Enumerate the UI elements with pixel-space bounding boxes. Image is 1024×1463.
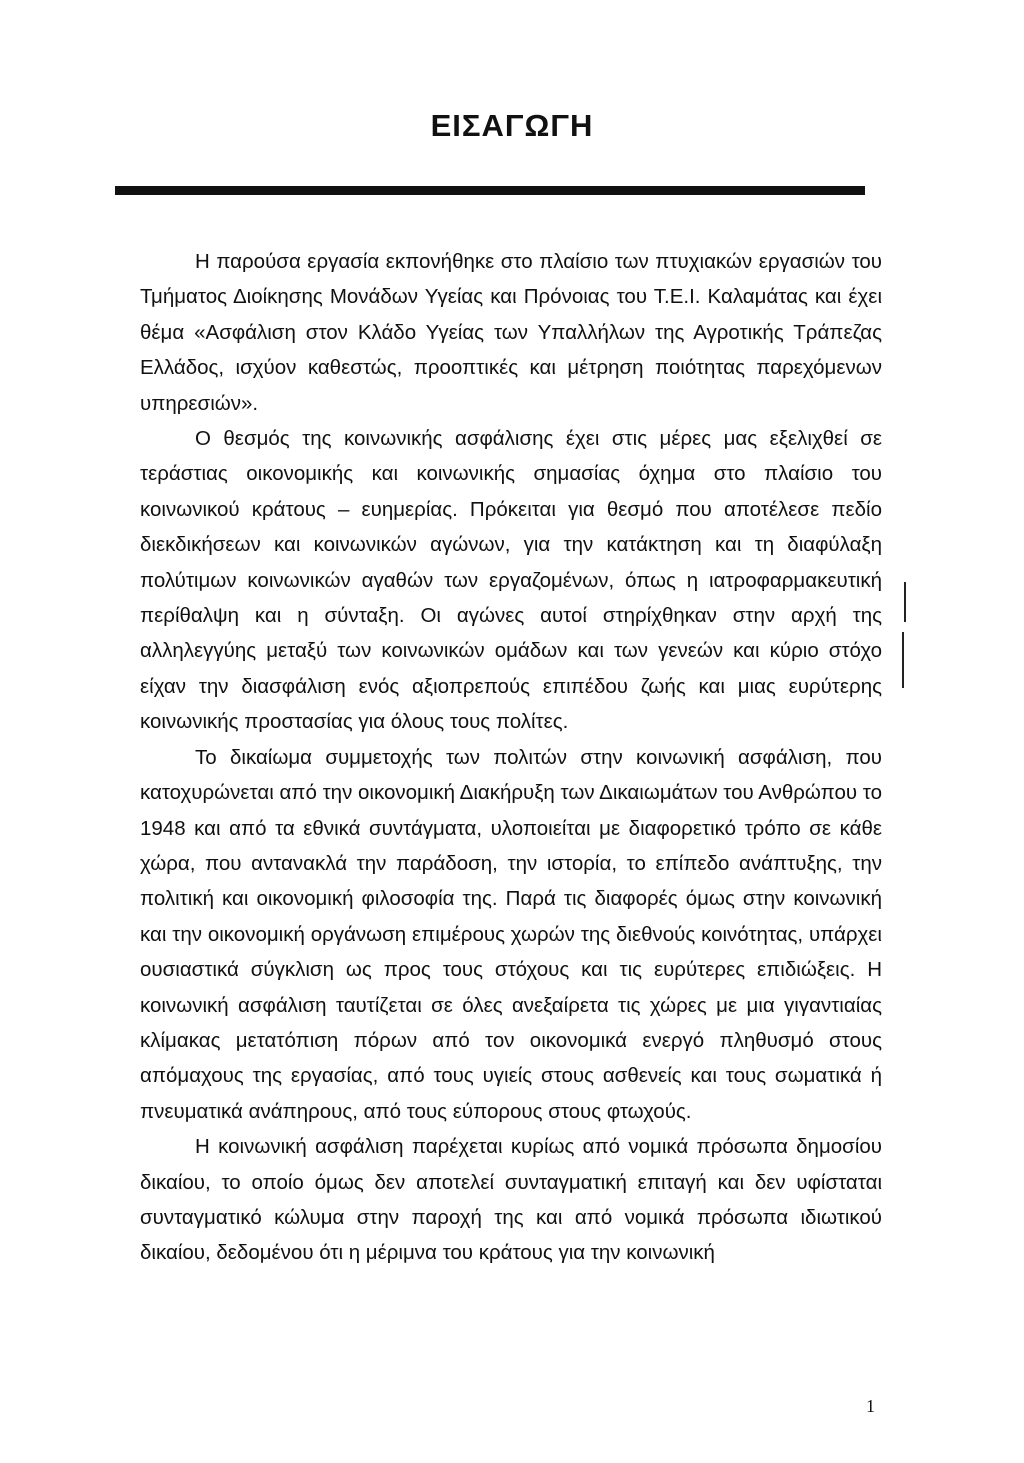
margin-scan-mark (904, 582, 906, 622)
paragraph-right-to-participation: Το δικαίωμα συμμετοχής των πολιτών στην κοινωνική ασφάλιση, που κατοχυρώνεται από την οικονομική Διακήρυξη των Δικαιωμάτων του Ανθρώπου το 1948 και από τα εθνικά συντάγματα, υλοποιείται με διαφορετικό τρόπο σε κάθε χώρα, που αντανακλά την παράδοση, την ιστορία, το επίπεδο ανάπτυξης, την πολιτική και οικονομική φιλοσοφία της. Παρά τις διαφορές όμως στην κοινωνική και την οικονομική οργάνωση επιμέρους χωρών της διεθνούς κοινότητας, υπάρχει ουσιαστικά σύγκλιση ως προς τους στόχους και τις ευρύτερες επιδιώξεις. Η κοινωνική ασφάλιση ταυτίζεται σε όλες ανεξαίρετα τις χώρες με μια γιγαντιαίας κλίμακας μετατόπιση πόρων από τον οικονομικά ενεργό πληθυσμό στους απόμαχους της εργασίας, από τους υγιείς στους ασθενείς και τους σωματικά ή πνευματικά ανάπηρους, από τους εύπορους στους φτωχούς. (140, 745, 882, 1123)
paragraph-intro: Η παρούσα εργασία εκπονήθηκε στο πλαίσιο των πτυχιακών εργασιών του Τμήματος Διοίκησης Μονάδων Υγείας και Πρόνοιας του Τ.Ε.Ι. Καλαμάτας και έχει θέμα «Ασφάλιση στον Κλάδο Υγείας των Υπαλλήλων της Αγροτικής Τράπεζας Ελλάδος, ισχύον καθεστώς, προοπτικές και μέτρηση ποιότητας παρεχόμενων υπηρεσιών». (140, 250, 882, 415)
page-number: 1 (866, 1396, 875, 1416)
page-title: ΕΙΣΑΓΩΓΗ (430, 108, 594, 143)
paragraph-social-insurance-institution: Ο θεσμός της κοινωνικής ασφάλισης έχει στις μέρες μας εξελιχθεί σε τεράστιας οικονομικής και κοινωνικής σημασίας όχημα στο πλαίσιο του κοινωνικού κράτους – ευημερίας. Πρόκειται για θεσμό που αποτέλεσε πεδίο διεκδικήσεων και κοινωνικών αγώνων, για την κατάκτηση και τη διαφύλαξη πολύτιμων κοινωνικών αγαθών των εργαζομένων, όπως η ιατροφαρμακευτική περίθαλψη και η σύνταξη. Οι αγώνες αυτοί στηρίχθηκαν στην αρχή της αλληλεγγύης μεταξύ των κοινωνικών ομάδων και των γενεών και κύριο στόχο είχαν την διασφάλιση ενός αξιοπρεπούς επιπέδου ζωής και μιας ευρύτερης κοινωνικής προστασίας για όλους τους πολίτες. (140, 427, 882, 734)
document-body (140, 244, 882, 1271)
title-underline (115, 186, 865, 195)
paragraph-providers: Η κοινωνική ασφάλιση παρέχεται κυρίως από νομικά πρόσωπα δημοσίου δικαίου, το οποίο όμως δεν αποτελεί συνταγματική επιταγή και δεν υφίσταται συνταγματικό κώλυμα στην παροχή της και από νομικά πρόσωπα ιδιωτικού δικαίου, δεδομένου ότι η μέριμνα του κράτους για την κοινωνική (140, 1135, 882, 1265)
margin-scan-mark (902, 632, 904, 688)
